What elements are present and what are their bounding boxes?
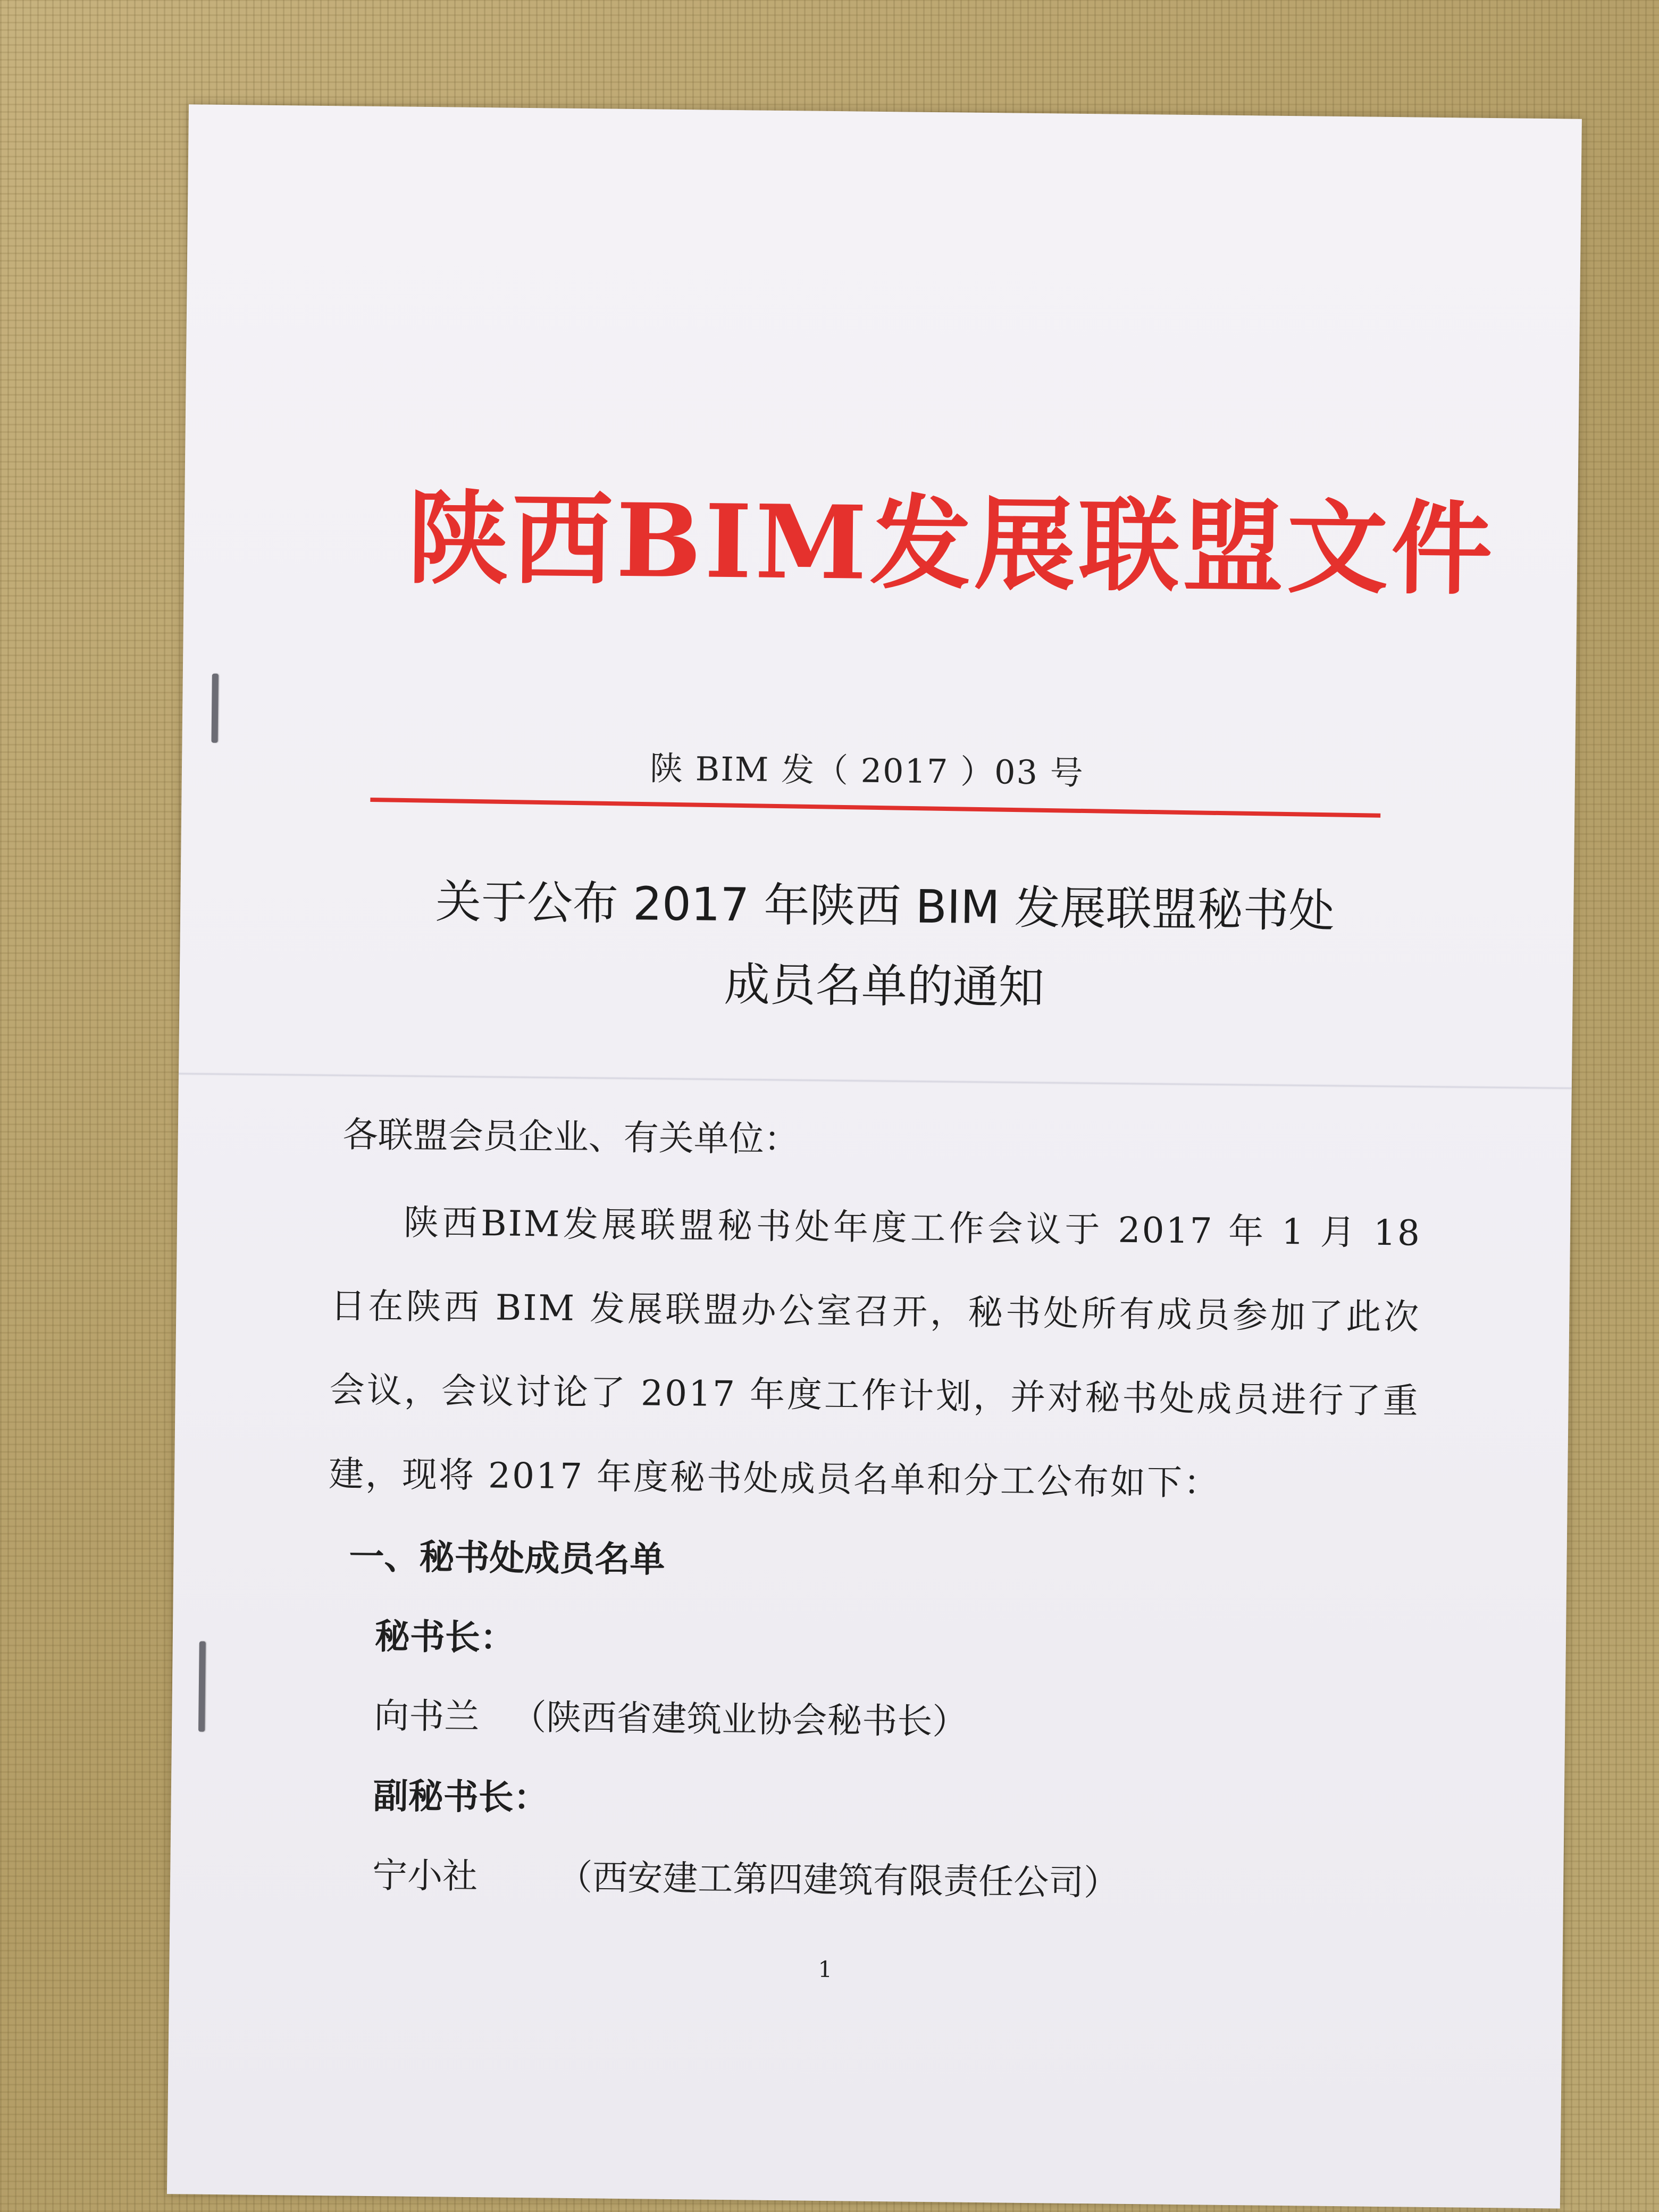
document-header-title: 陕西BIM发展联盟文件 <box>407 479 1496 609</box>
role-title-deputy-secretary-general: 副秘书长： <box>373 1775 549 1819</box>
salutation: 各联盟会员企业、有关单位： <box>342 1114 800 1160</box>
document-number: 陕 BIM 发（ 2017 ）03 号 <box>649 749 1085 792</box>
body-paragraph: 陕西BIM发展联盟秘书处年度工作会议于 2017 年 1 月 18 日在陕西 BIM 发展联盟办公室召开，秘书处所有成员参加了此次会议，会议讨论了 2017 年度工作计划，并对秘书处成员进行了重建，现将 2017 年度秘书处成员名单和分工公布如下： <box>328 1202 1422 1504</box>
staple <box>212 674 219 743</box>
paper-fold <box>179 1072 1572 1090</box>
page-number: 1 <box>818 1956 833 1983</box>
document-page <box>167 104 1582 2208</box>
member-secretary-general <box>374 1676 1417 1767</box>
member-deputy-secretary-general <box>372 1836 1414 1926</box>
staple <box>198 1641 206 1732</box>
member-name: 宁小社 <box>372 1855 478 1897</box>
role-title-secretary-general: 秘书长： <box>374 1615 516 1658</box>
notice-title-line-1: 关于公布 2017 年陕西 BIM 发展联盟秘书处 <box>435 875 1335 938</box>
notice-title <box>365 861 1404 1032</box>
notice-body <box>324 1105 1422 1926</box>
member-name: 向书兰 <box>373 1695 480 1738</box>
section-heading: 一、秘书处成员名单 <box>349 1535 665 1580</box>
member-organization: （陕西省建筑业协会秘书长） <box>510 1696 968 1742</box>
red-divider-line <box>370 798 1380 818</box>
notice-title-line-2: 成员名单的通知 <box>724 958 1045 1015</box>
member-organization: （西安建工第四建筑有限责任公司） <box>557 1856 1119 1904</box>
